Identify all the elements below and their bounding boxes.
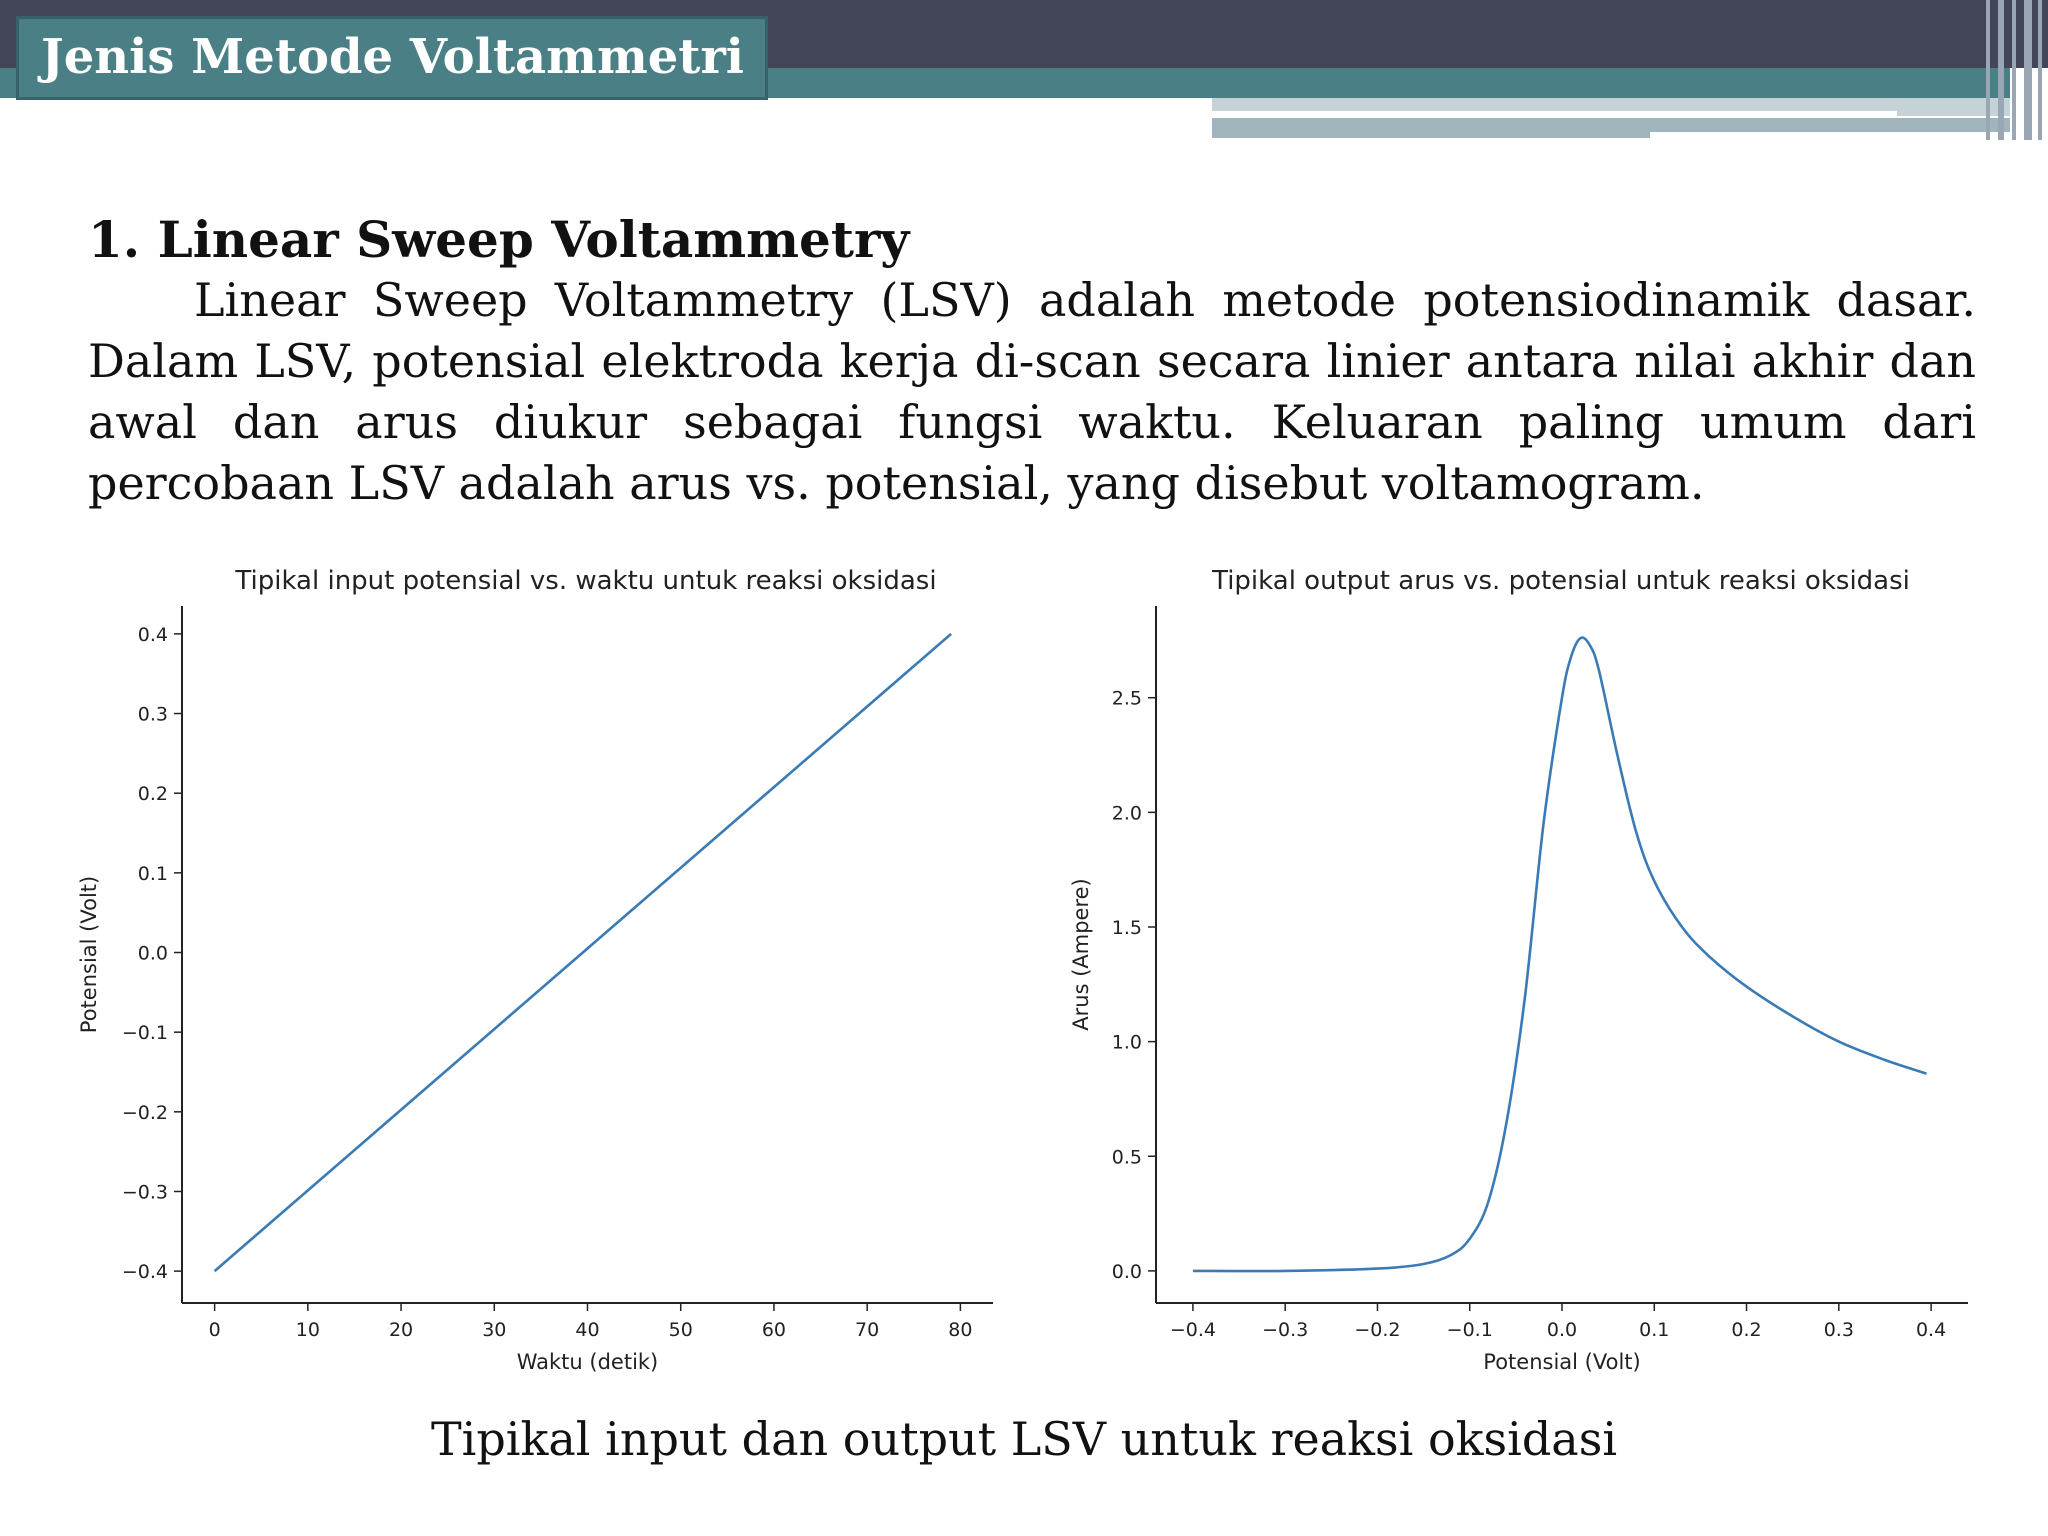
y-axis-label: Arus (Ampere) — [1069, 878, 1093, 1031]
header-stripe-highlight — [1650, 132, 2010, 138]
x-tick-label: −0.1 — [1446, 1319, 1493, 1341]
x-tick-label: 0.1 — [1639, 1319, 1670, 1341]
header-edge-line — [1986, 0, 1990, 140]
x-tick-label: 10 — [295, 1319, 320, 1341]
chart-title: Tipikal output arus vs. potensial untuk reaksi oksidasi — [1212, 566, 1910, 596]
chart-title: Tipikal input potensial vs. waktu untuk reaksi oksidasi — [235, 566, 937, 596]
slide-title: Jenis Metode Voltammetri — [41, 29, 744, 85]
y-tick-label: 0.0 — [137, 942, 168, 965]
y-tick-label: −0.4 — [121, 1261, 168, 1284]
x-tick-label: 0 — [208, 1319, 221, 1341]
x-tick-label: 50 — [668, 1319, 693, 1341]
x-tick-label: 30 — [482, 1319, 507, 1341]
x-tick-label: −0.4 — [1169, 1319, 1216, 1341]
x-tick-label: 60 — [761, 1319, 787, 1341]
y-tick-label: 2.0 — [1111, 802, 1142, 825]
y-tick-label: 0.1 — [137, 862, 168, 885]
body-paragraph: Linear Sweep Voltammetry (LSV) adalah metode potensiodinamik dasar. Dalam LSV, potensial elektroda kerja di-scan secara linier antara nilai akhir dan awal dan arus diukur sebagai fungsi waktu. Keluaran paling umum dari percobaan LSV adalah arus vs. potensial, yang disebut voltamogram. — [88, 273, 1976, 510]
slide-title-box — [16, 16, 768, 100]
y-tick-label: 1.5 — [1111, 916, 1142, 939]
figure-caption: Tipikal input dan output LSV untuk reaksi oksidasi — [430, 1412, 1618, 1466]
x-tick-label: 80 — [948, 1319, 973, 1341]
x-tick-label: 0.0 — [1546, 1319, 1578, 1341]
header-edge-line — [2038, 0, 2042, 140]
chart-current-vs-potential — [1050, 590, 2010, 1380]
x-tick-label: −0.2 — [1354, 1319, 1401, 1341]
x-tick-label: 40 — [575, 1319, 600, 1341]
y-tick-label: 1.0 — [1111, 1031, 1142, 1054]
y-tick-label: −0.3 — [121, 1181, 168, 1204]
y-tick-label: 0.2 — [137, 783, 168, 806]
y-tick-label: −0.1 — [121, 1022, 168, 1045]
x-tick-label: 20 — [388, 1319, 414, 1341]
x-axis-label: Waktu (detik) — [516, 1350, 659, 1374]
y-tick-label: 0.5 — [1111, 1146, 1142, 1169]
header-edge-line — [1998, 0, 2004, 140]
y-tick-label: 0.0 — [1111, 1260, 1142, 1283]
y-tick-label: −0.2 — [121, 1101, 168, 1124]
chart-potential-vs-time — [60, 590, 1020, 1380]
x-tick-label: 0.4 — [1915, 1319, 1947, 1341]
y-tick-label: 0.3 — [137, 703, 168, 726]
y-axis-label: Potensial (Volt) — [77, 875, 101, 1034]
x-tick-label: 70 — [855, 1319, 880, 1341]
header-stripe-highlight — [1212, 111, 1897, 116]
data-line — [1193, 638, 1927, 1272]
section-heading: 1. Linear Sweep Voltammetry — [88, 210, 910, 269]
y-tick-label: 2.5 — [1111, 687, 1142, 710]
x-axis-label: Potensial (Volt) — [1483, 1350, 1641, 1374]
x-tick-label: −0.3 — [1262, 1319, 1309, 1341]
x-tick-label: 0.3 — [1823, 1319, 1854, 1341]
y-tick-label: 0.4 — [137, 623, 168, 646]
data-line — [215, 634, 952, 1271]
header-edge-line — [2012, 0, 2016, 140]
header-edge-line — [2024, 0, 2032, 140]
x-tick-label: 0.2 — [1731, 1319, 1762, 1341]
